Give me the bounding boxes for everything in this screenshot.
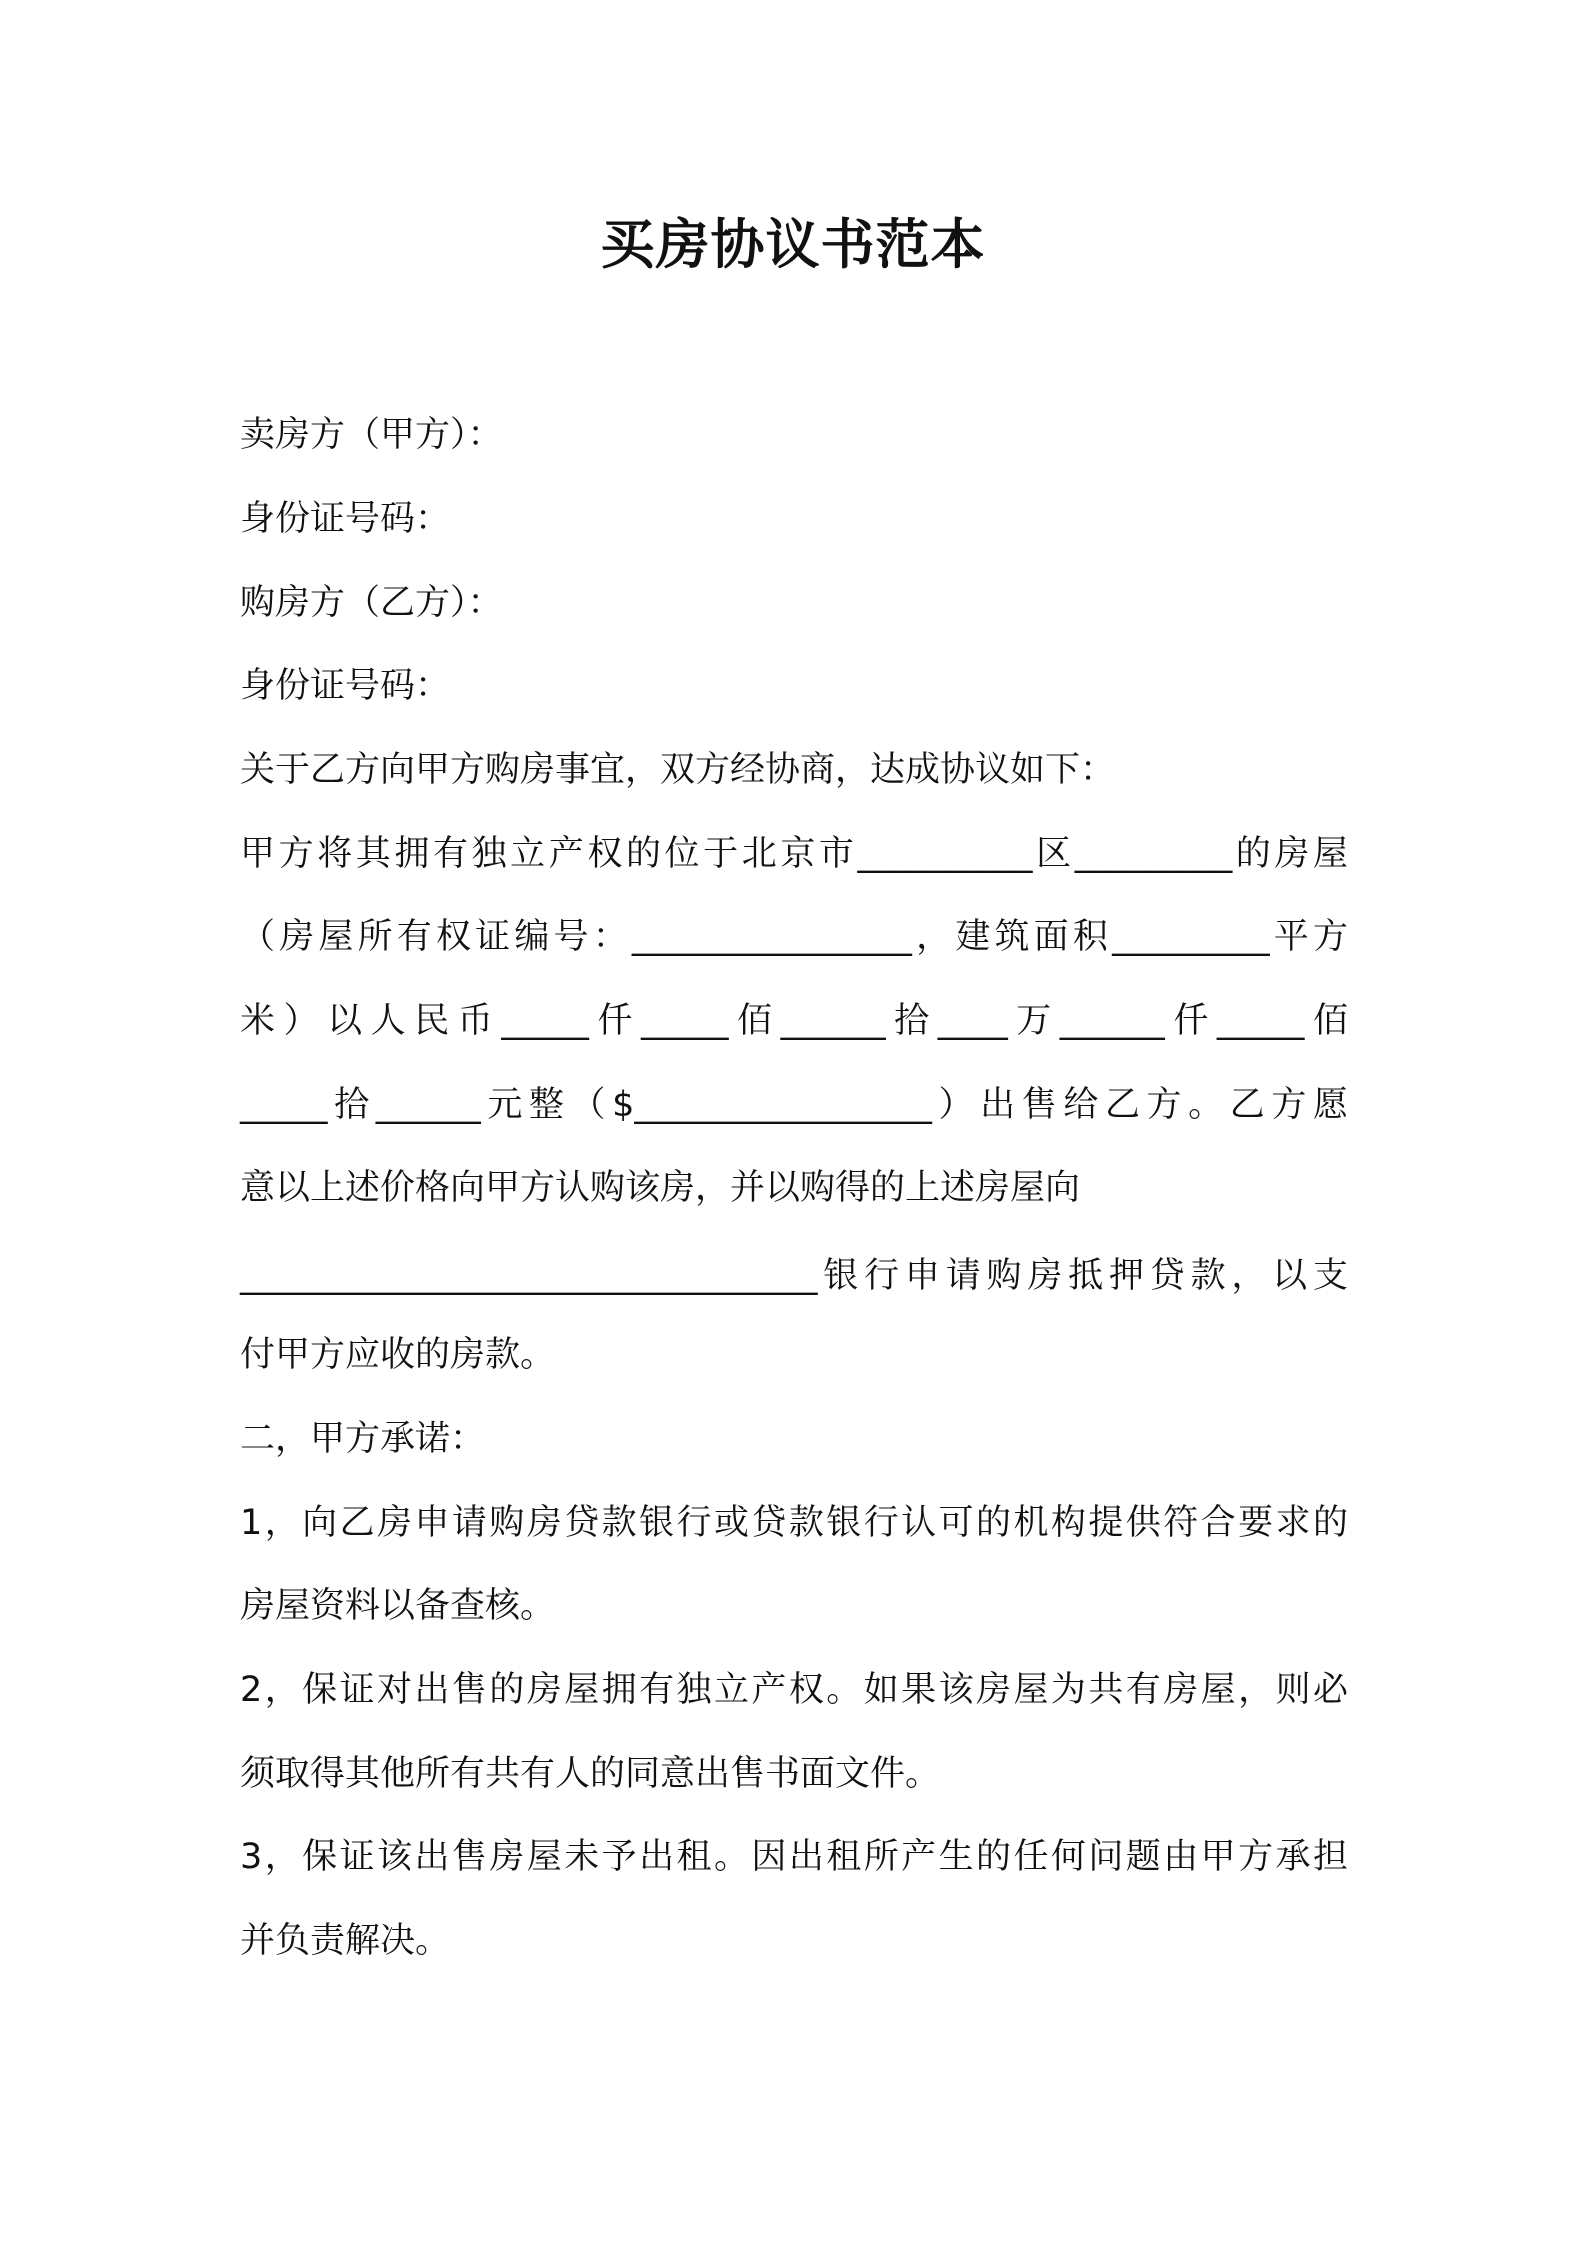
promise-3-line-1: 3，保证该出售房屋未予出租。因出租所产生的任何问题由甲方承担 [240, 1837, 1348, 1877]
section-2-heading: 二，甲方承诺： [240, 1419, 486, 1459]
clause-1-line-7: 付甲方应收的房款。 [240, 1335, 556, 1375]
document-title: 买房协议书范本 [600, 213, 986, 276]
agreement-intro: 关于乙方向甲方购房事宜，双方经协商，达成协议如下： [240, 750, 1116, 790]
clause-1-line-5: 意以上述价格向甲方认购该房，并以购得的上述房屋向 [240, 1168, 1081, 1208]
buyer-party-label: 购房方（乙方）： [240, 583, 503, 623]
buyer-id-label: 身份证号码： [240, 666, 451, 706]
clause-1-line-3: 米）以人民币_____仟_____佰______拾____万______仟_____佰 [240, 1001, 1348, 1041]
clause-1-line-1: 甲方将其拥有独立产权的位于北京市__________区_________的房屋 [240, 834, 1348, 874]
seller-party-label: 卖房方（甲方）： [240, 415, 503, 455]
clause-1-line-6: _________________________________银行申请购房抵押贷款，以支 [240, 1256, 1348, 1296]
promise-3-line-2: 并负责解决。 [240, 1921, 451, 1961]
promise-1-line-1: 1，向乙房申请购房贷款银行或贷款银行认可的机构提供符合要求的 [240, 1503, 1348, 1543]
seller-id-label: 身份证号码： [240, 499, 451, 539]
clause-1-line-2: （房屋所有权证编号：________________，建筑面积_________平方 [240, 917, 1348, 957]
clause-1-line-4: _____拾______元整（$_________________）出售给乙方。乙方愿 [240, 1085, 1348, 1125]
promise-2-line-1: 2，保证对出售的房屋拥有独立产权。如果该房屋为共有房屋，则必 [240, 1670, 1348, 1710]
promise-1-line-2: 房屋资料以备查核。 [240, 1586, 556, 1626]
promise-2-line-2: 须取得其他所有共有人的同意出售书面文件。 [240, 1754, 941, 1794]
